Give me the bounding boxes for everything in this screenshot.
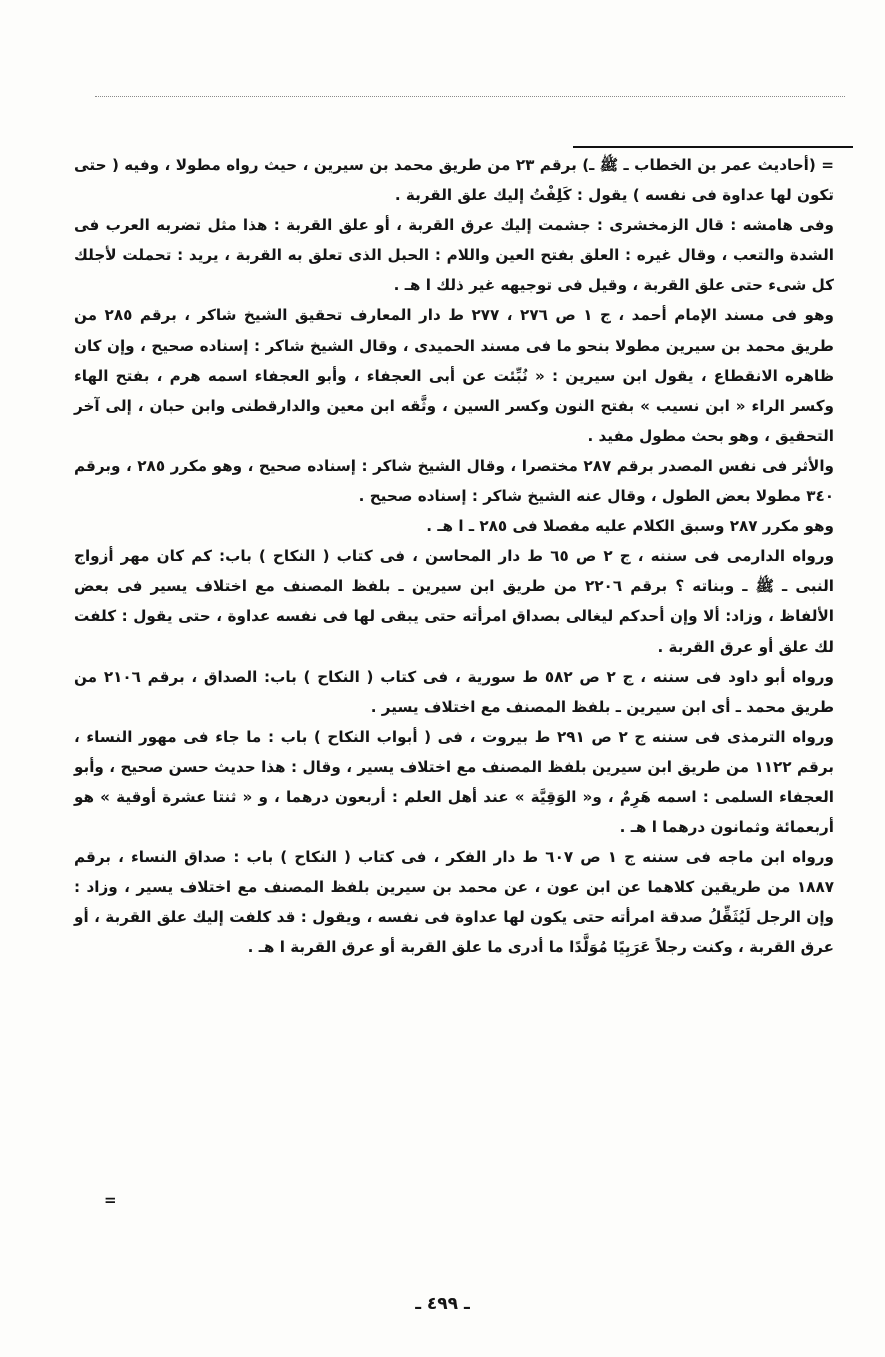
page-number: ـ ٤٩٩ ـ [415,1294,470,1314]
footnote-paragraph-3: وهو فى مسند الإمام أحمد ، ج ١ ص ٢٧٦ ، ٢٧٧ ط دار المعارف تحقيق الشيخ شاكر ، برقم ٢٨٥ من طريق محمد بن سيرين مطولا بنحو ما فى مسند الحميدى ، وقال الشيخ شاكر : إسناده صحيح ، وإن كان ظاهره الانقطاع ، يقول ابن سيرين : « نُبِّئت عن أبى العجفاء ، وأبو العجفاء اسمه هرم ، بفتح الهاء وكسر الراء « ابن نسيب » بفتح النون وكسر السين ، وثَّقه ابن معين والدارقطنى وابن حبان ، إلى آخر التحقيق ، وهو بحث مطول مفيد . [74,306,834,445]
continuation-mark: = [104,1191,117,1209]
footnote-paragraph-8: ورواه الترمذى فى سننه ج ٢ ص ٢٩١ ط بيروت ، فى ( أبواب النكاح ) باب : ما جاء فى مهور النساء ، برقم ١١٢٢ من طريق ابن سيرين بلفظ المصنف مع اختلاف يسير ، وقال : هذا حديث حسن صحيح ، وأبو العجفاء السلمى : اسمه هَرِمٌ ، و« الوَقِيَّة » عند أهل العلم : أربعون درهما ، و « ثنتا عشرة أوقية » هو أربعمائة وثمانون درهما ا هـ . [74,727,834,837]
footnote-paragraph-7: ورواه أبو داود فى سننه ، ج ٢ ص ٥٨٢ ط سورية ، فى كتاب ( النكاح ) باب: الصداق ، برقم ٢١٠٦ من طريق محمد ـ أى ابن سيرين ـ بلفظ المصنف مع اختلاف يسير . [74,667,834,716]
footnote-paragraph-5: وهو مكرر ٢٨٧ وسبق الكلام عليه مفصلا فى ٢٨٥ ـ ا هـ . [426,517,834,536]
footnote-paragraph-2: وفى هامشه : قال الزمخشرى : جشمت إليك عرق القربة ، أو علق القربة : هذا مثل تضربه العرب فى الشدة والتعب ، وقال غيره : العلق بفتح العين واللام : الحبل الذى تعلق به القربة ، يريد : تحملت لأجلك كل شىء حتى علق القربة ، وقيل فى توجيهه غير ذلك ا هـ . [74,216,834,295]
footnote-body [74,150,834,963]
footnote-separator [573,146,853,148]
header-divider [95,96,845,97]
footnote-paragraph-6: ورواه الدارمى فى سننه ، ج ٢ ص ٦٥ ط دار المحاسن ، فى كتاب ( النكاح ) باب: كم كان مهر أزواج النبى ـ ﷺ ـ وبناته ؟ برقم ٢٢٠٦ من طريق ابن سيرين ـ بلفظ المصنف مع اختلاف يسير فى بعض الألفاظ ، وزاد: ألا وإن أحدكم ليغالى بصداق امرأته حتى يبقى لها فى نفسه عداوة ، حتى يقول : كلفت لك علق أو عرق القربة . [74,547,835,656]
footnote-paragraph-1: = (أحاديث عمر بن الخطاب ـ ﷺ ـ) برقم ٢٣ من طريق محمد بن سيرين ، حيث رواه مطولا ، وفيه ( حتى تكون لها عداوة فى نفسه ) يقول : كَلِفْتُ إليك علق القربة . [74,156,834,205]
footnote-paragraph-9: ورواه ابن ماجه فى سننه ج ١ ص ٦٠٧ ط دار الفكر ، فى كتاب ( النكاح ) باب : صداق النساء ، برقم ١٨٨٧ من طريقين كلاهما عن ابن عون ، عن محمد بن سيرين بلفظ المصنف مع اختلاف يسير ، وزاد : وإن الرجل لَيُثَقِّلُ صدقة امرأته حتى يكون لها عداوة فى نفسه ، ويقول : قد كلفت إليك علق القربة ، أو عرق القربة ، وكنت رجلاً عَرَبِيًا مُوَلَّدًا ما أدرى ما علق القربة أو عرق القربة ا هـ . [74,848,834,957]
footnote-paragraph-4: والأثر فى نفس المصدر برقم ٢٨٧ مختصرا ، وقال الشيخ شاكر : إسناده صحيح ، وهو مكرر ٢٨٥ ، وبرقم ٣٤٠ مطولا بعض الطول ، وقال عنه الشيخ شاكر : إسناده صحيح . [74,456,834,506]
